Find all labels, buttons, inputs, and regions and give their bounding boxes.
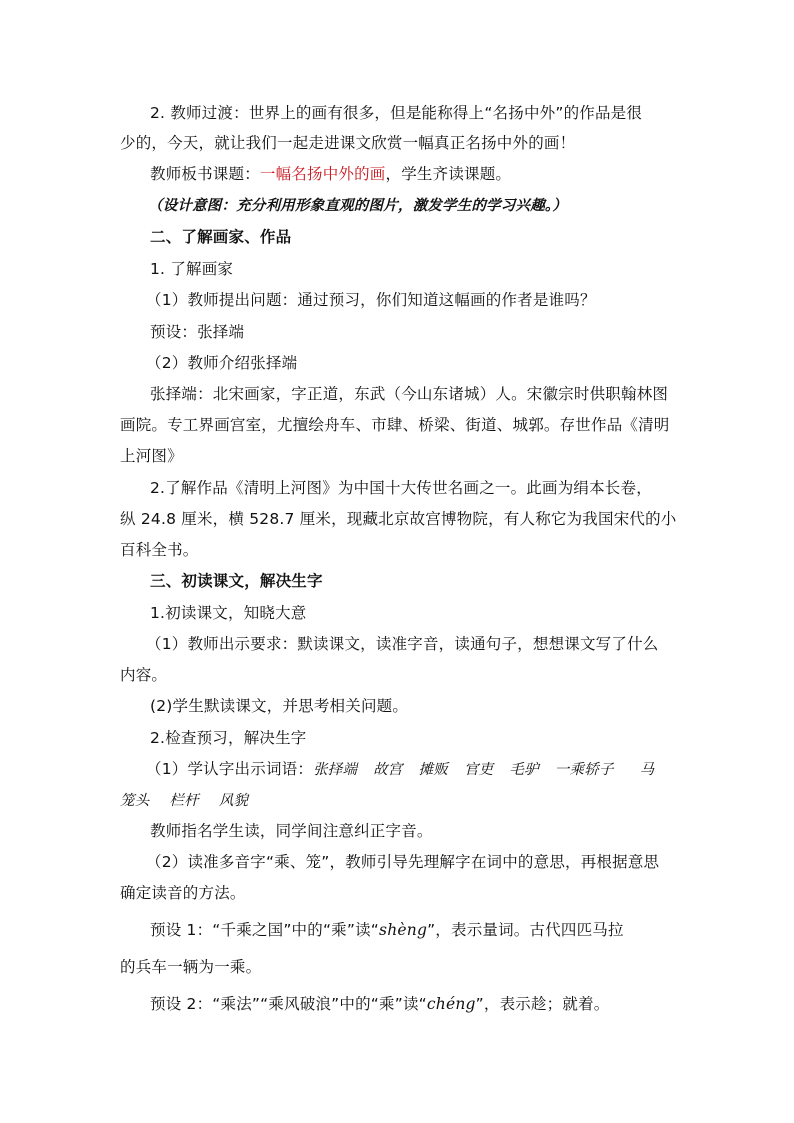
vocab-line-2 bbox=[120, 790, 264, 811]
paragraph-line: （2）读准多音字“乘、笼”，教师引导先理解字在词中的意思，再根据意思 bbox=[146, 853, 660, 871]
sub-heading: 1. 了解画家 bbox=[150, 260, 234, 278]
blackboard-title-line bbox=[150, 164, 511, 184]
text: 预设 2：“乘法”“乘风破浪”中的“乘”读“ bbox=[150, 995, 427, 1013]
pinyin-sheng: shèng bbox=[379, 921, 428, 939]
sub-heading: 2.检查预习，解决生字 bbox=[150, 729, 307, 747]
paragraph-line: 上河图》 bbox=[120, 447, 183, 465]
vocab-word: 张择端 bbox=[313, 762, 358, 778]
pinyin-cheng: chéng bbox=[426, 995, 476, 1013]
text: ”，表示趁；就着。 bbox=[475, 995, 610, 1013]
preset-1-line bbox=[150, 920, 624, 940]
paragraph-line: 纵 24.8 厘米，横 528.7 厘米，现藏北京故宫博物院，有人称它为我国宋代的小 bbox=[120, 510, 677, 528]
paragraph-line: 内容。 bbox=[120, 666, 168, 684]
paragraph-line: （2）教师介绍张择端 bbox=[146, 354, 298, 372]
artwork-intro: 2.了解作品《清明上河图》为中国十大传世名画之一。此画为绢本长卷， bbox=[150, 479, 652, 497]
paragraph-line: 画院。专工界画宫室，尤擅绘舟车、市肆、桥梁、街道、城郭。存世作品《清明 bbox=[120, 416, 670, 434]
paragraph-teacher-transition: 2. 教师过渡：世界上的画有很多，但是能称得上“名扬中外”的作品是很 bbox=[150, 104, 643, 122]
section-heading-2: 二、了解画家、作品 bbox=[150, 228, 292, 246]
vocab-word: 摊贩 bbox=[418, 762, 448, 778]
design-intent-note: （设计意图：充分利用形象直观的图片，激发学生的学习兴趣。） bbox=[148, 197, 568, 214]
sub-heading: 1.初读课文，知晓大意 bbox=[150, 604, 307, 622]
paragraph-line: 教师指名学生读，同学间注意纠正字音。 bbox=[150, 822, 433, 840]
paragraph-line: 百科全书。 bbox=[120, 541, 199, 559]
vocab-word: 一乘轿子 bbox=[554, 762, 614, 778]
paragraph-line: （1）教师提出问题：通过预习，你们知道这幅画的作者是谁吗？ bbox=[146, 291, 596, 309]
text: ”，表示量词。古代四匹马拉 bbox=[427, 921, 624, 939]
vocab-line-1 bbox=[146, 759, 670, 780]
text: 预设 1：“千乘之国”中的“乘”读“ bbox=[150, 921, 380, 939]
lesson-title: 一幅名扬中外的画 bbox=[259, 165, 386, 183]
painter-intro: 张择端：北宋画家，字正道，东武（今山东诸城）人。宋徽宗时供职翰林图 bbox=[150, 385, 669, 403]
paragraph-line: 少的，今天，就让我们一起走进课文欣赏一幅真正名扬中外的画！ bbox=[120, 134, 576, 152]
vocab-intro: （1）学认字出示词语： bbox=[146, 760, 314, 778]
section-heading-3: 三、初读课文，解决生字 bbox=[150, 572, 323, 590]
vocab-word: 官吏 bbox=[463, 762, 494, 778]
text: 教师板书课题： bbox=[150, 165, 260, 183]
vocab-word: 毛驴 bbox=[509, 762, 539, 778]
paragraph-line: (2)学生默读课文，并思考相关问题。 bbox=[150, 697, 409, 715]
vocab-word: 笼头 bbox=[120, 793, 150, 809]
paragraph-line: 预设：张择端 bbox=[150, 323, 245, 341]
paragraph-line: 的兵车一辆为一乘。 bbox=[120, 958, 262, 976]
vocab-word: 故宫 bbox=[373, 762, 403, 778]
vocab-word: 风貌 bbox=[218, 793, 249, 809]
preset-2-line bbox=[150, 994, 610, 1014]
text: ，学生齐读课题。 bbox=[385, 165, 512, 183]
vocab-word: 栏杆 bbox=[169, 793, 199, 809]
paragraph-line: 确定读音的方法。 bbox=[120, 884, 246, 902]
paragraph-line: （1）教师出示要求：默读课文，读准字音，读通句子，想想课文写了什么 bbox=[146, 635, 659, 653]
vocab-word: 马 bbox=[639, 762, 655, 778]
